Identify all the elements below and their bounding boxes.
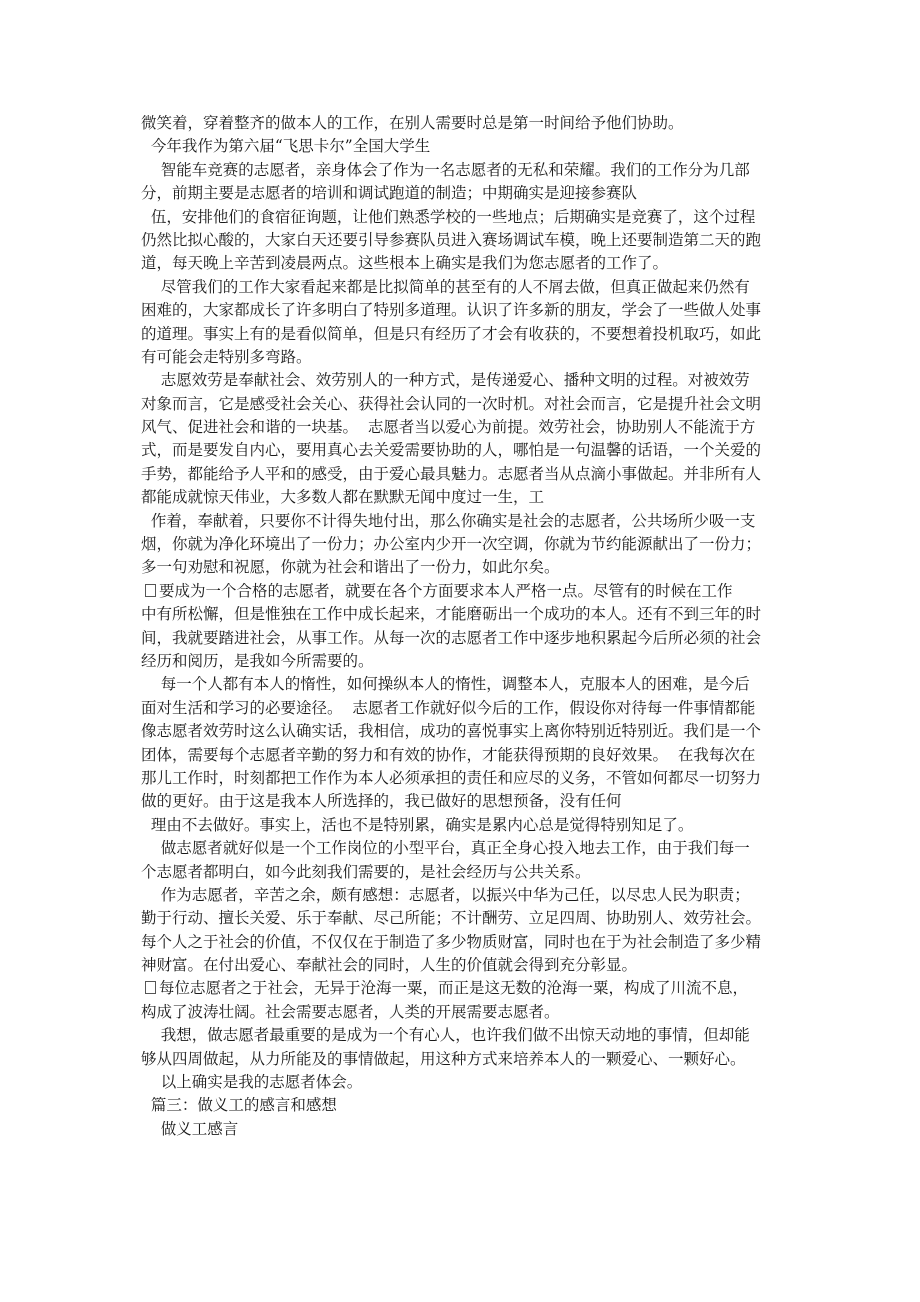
text-line: 尽管我们的工作大家看起来都是比拟简单的甚至有的人不屑去做，但真正做起来仍然有 bbox=[141, 277, 750, 296]
text-line: 个志愿者都明白，如今此刻我们需要的，是社会经历与公共关系。 bbox=[141, 862, 591, 881]
text-line: 多一句劝慰和祝愿，你就为社会和谐出了一份力，如此尔矣。 bbox=[141, 558, 560, 577]
text-line: 构成了波涛壮阔。社会需要志愿者，人类的开展需要志愿者。 bbox=[141, 1002, 560, 1021]
text-line: 都能成就惊天伟业，大多数人都在默默无闻中度过一生，工 bbox=[141, 488, 545, 507]
text-line: 作为志愿者，辛苦之余，颇有感想：志愿者，以振兴中华为己任，以尽忠人民为职责； bbox=[141, 885, 750, 904]
document-body bbox=[141, 112, 781, 1141]
text-line: 理由不去做好。事实上，活也不是特别累，确实是累内心总是觉得特别知足了。 bbox=[141, 815, 694, 834]
text-line: 式，而是要发自内心，要用真心去关爱需要协助的人，哪怕是一句温馨的话语，一个关爱的 bbox=[141, 441, 762, 460]
text-line: 分，前期主要是志愿者的培训和调试跑道的制造；中期确实是迎接参赛队 bbox=[141, 184, 638, 203]
text-line: 困难的，大家都成长了许多明白了特别多道理。认识了许多新的朋友，学会了一些做人处事 bbox=[141, 301, 762, 320]
text-line: 微笑着，穿着整齐的做本人的工作，在别人需要时总是第一时间给予他们协助。 bbox=[141, 114, 684, 132]
text-line: 风气、促进社会和谐的一块基。 志愿者当以爱心为前提。效劳社会，协助别人不能流于方 bbox=[141, 418, 756, 437]
text-line: 中有所松懈，但是惟独在工作中成长起来，才能磨砺出一个成功的本人。还有不到三年的时 bbox=[141, 605, 762, 624]
text-line: 那儿工作时，时刻都把工作作为本人必须承担的责任和应尽的义务，不管如何都尽一切努力 bbox=[141, 768, 762, 787]
text-line: 像志愿者效劳时这么认确实话，我相信，成功的喜悦事实上离你特别近特别近。我们是一个 bbox=[141, 722, 762, 741]
text-line: 以上确实是我的志愿者体会。 bbox=[141, 1073, 363, 1092]
text-line: 伍，安排他们的食宿征询题，让他们熟悉学校的一些地点；后期确实是竞赛了，这个过程 bbox=[141, 207, 756, 226]
text-line: 面对生活和学习的必要途径。 志愿者工作就好似今后的工作，假设你对待每一件事情都能 bbox=[141, 698, 756, 717]
text-line: 每一个人都有本人的惰性，如何操纵本人的惰性，调整本人，克服本人的困难，是今后 bbox=[141, 675, 750, 694]
text-line: 对象而言，它是感受社会关心、获得社会认同的一次时机。对社会而言，它是提升社会文明 bbox=[141, 394, 762, 413]
text-line: 篇三：做义工的感言和感想 bbox=[141, 1096, 337, 1115]
text-line bbox=[141, 580, 781, 603]
text-line: 志愿效劳是奉献社会、效劳别人的一种方式，是传递爱心、播种文明的过程。对被效劳 bbox=[141, 371, 750, 390]
text-line: 团体，需要每个志愿者辛勤的努力和有效的协作，才能获得预期的良好效果。 在我每次在 bbox=[141, 745, 756, 764]
text-line: 智能车竞赛的志愿者，亲身体会了作为一名志愿者的无私和荣耀。我们的工作分为几部 bbox=[141, 160, 750, 179]
checkbox-glyph-icon bbox=[145, 981, 156, 994]
checkbox-glyph-icon bbox=[145, 584, 156, 597]
text-line: 仍然比拟心酸的，大家白天还要引导参赛队员进入赛场调试车模，晚上还要制造第二天的跑 bbox=[141, 230, 762, 249]
text-line: 作着，奉献着，只要你不计得失地付出，那么你确实是社会的志愿者，公共场所少吸一支 bbox=[141, 511, 756, 530]
text-line-content: 每位志愿者之于社会，无异于沧海一粟，而正是这无数的沧海一粟，构成了川流不息， bbox=[159, 979, 749, 998]
text-line: 每个人之于社会的价值，不仅仅在于制造了多少物质财富，同时也在于为社会制造了多少精 bbox=[141, 932, 762, 951]
text-line: 间，我就要踏进社会，从事工作。从每一次的志愿者工作中逐步地积累起今后所必须的社会 bbox=[141, 628, 762, 647]
text-line: 勤于行动、擅长关爱、乐于奉献、尽己所能；不计酬劳、立足四周、协助别人、效劳社会。 bbox=[141, 909, 762, 928]
text-line: 有可能会走特别多弯路。 bbox=[141, 347, 312, 366]
text-line: 我想，做志愿者最重要的是成为一个有心人，也许我们做不出惊天动地的事情，但却能 bbox=[141, 1026, 750, 1045]
text-line: 道，每天晚上辛苦到凌晨两点。这些根本上确实是我们为您志愿者的工作了。 bbox=[141, 254, 669, 273]
text-line: 神财富。在付出爱心、奉献社会的同时，人生的价值就会得到充分彰显。 bbox=[141, 956, 638, 975]
text-line-content: 要成为一个合格的志愿者，就要在各个方面要求本人严格一点。尽管有的时候在工作 bbox=[159, 581, 733, 600]
text-line: 手势，都能给予人平和的感受，由于爱心最具魅力。志愿者当从点滴小事做起。并非所有人 bbox=[141, 464, 762, 483]
text-line bbox=[141, 977, 781, 1000]
text-line: 做志愿者就好似是一个工作岗位的小型平台，真正全身心投入地去工作，由于我们每一 bbox=[141, 839, 750, 858]
text-line: 今年我作为第六届“飞思卡尔”全国大学生 bbox=[141, 137, 431, 156]
text-line: 做义工感言 bbox=[141, 1119, 239, 1138]
text-line: 够从四周做起，从力所能及的事情做起，用这种方式来培养本人的一颗爱心、一颗好心。 bbox=[141, 1049, 746, 1068]
text-line: 烟，你就为净化环境出了一份力；办公室内少开一次空调，你就为节约能源献出了一份力； bbox=[141, 535, 762, 554]
text-line: 做的更好。由于这是我本人所选择的，我已做好的思想预备，没有任何 bbox=[141, 792, 622, 811]
text-line: 的道理。事实上有的是看似简单，但是只有经历了才会有收获的，不要想着投机取巧，如此 bbox=[141, 324, 762, 343]
text-line: 经历和阅历，是我如今所需要的。 bbox=[141, 651, 374, 670]
